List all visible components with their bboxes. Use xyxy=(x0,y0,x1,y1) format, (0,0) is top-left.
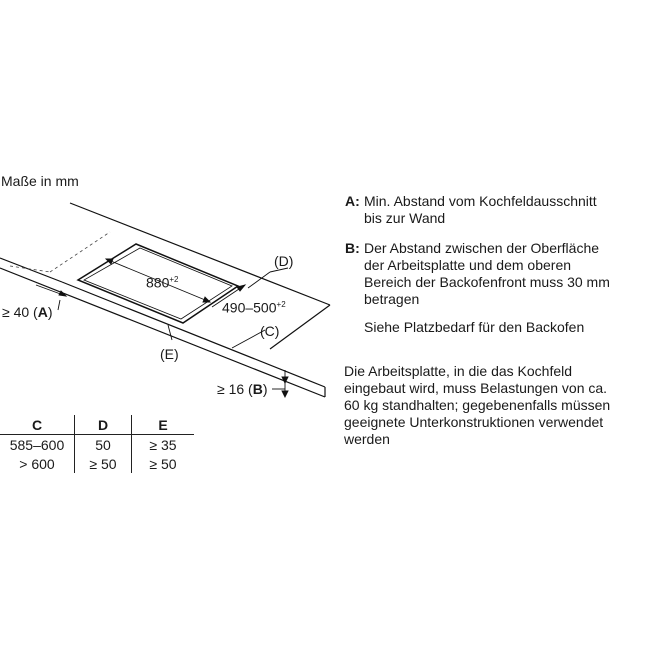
label-e: (E) xyxy=(160,346,179,362)
label-a-prefix: ≥ 40 ( xyxy=(2,304,38,320)
label-d: (D) xyxy=(274,253,294,269)
header-c: C xyxy=(31,416,43,433)
table-row xyxy=(0,454,194,473)
width-arrow-right xyxy=(203,297,210,302)
label-a xyxy=(2,304,53,321)
dimensions-table xyxy=(0,415,194,473)
e-dimension-line xyxy=(168,325,172,340)
header-e: E xyxy=(132,415,195,435)
cell-e: ≥ 35 xyxy=(132,435,195,455)
label-b-prefix: ≥ 16 ( xyxy=(217,381,253,397)
oven-note: Siehe Platzbedarf für den Backofen xyxy=(364,319,585,335)
table-row xyxy=(0,435,194,455)
note-b-text: Der Abstand zwischen der Oberfläche der Arbeitsplatte und dem oberen Bereich der Backofenfront muss 30 mm betragen xyxy=(364,240,610,307)
note-b xyxy=(345,240,645,310)
cell-c: > 600 xyxy=(19,455,55,472)
wall-reference-line-2 xyxy=(10,266,50,272)
label-c: (C) xyxy=(260,323,280,339)
width-label xyxy=(146,271,178,292)
cell-e: ≥ 50 xyxy=(132,454,195,473)
width-tolerance: +2 xyxy=(169,275,179,284)
a-leader xyxy=(58,300,60,310)
cell-c: 585–600 xyxy=(0,435,75,455)
b-arrow-bottom xyxy=(282,391,288,397)
label-b-key: B xyxy=(252,381,263,397)
note-a-text: Min. Abstand vom Kochfeldausschnitt bis zur Wand xyxy=(364,193,597,226)
depth-label xyxy=(222,296,286,317)
cell-d: ≥ 50 xyxy=(75,454,132,473)
note-b-key: B: xyxy=(345,240,360,256)
table-header-row xyxy=(0,415,194,435)
note-a xyxy=(345,193,645,229)
note-a-key: A: xyxy=(345,193,360,209)
label-a-suffix: ) xyxy=(47,304,53,320)
units-caption: Maße in mm xyxy=(1,173,79,189)
label-b-suffix: ) xyxy=(262,381,268,397)
width-value: 880 xyxy=(146,274,170,291)
depth-value: 490–500 xyxy=(222,299,277,316)
worktop-front-left-edge xyxy=(0,258,62,282)
header-d: D xyxy=(75,415,132,435)
label-a-key: A xyxy=(37,304,48,320)
cell-d: 50 xyxy=(75,435,132,455)
depth-tolerance: +2 xyxy=(276,300,286,309)
load-note: Die Arbeitsplatte, in die das Kochfeld eingebaut wird, muss Belastungen von ca. 60 kg standhalten; gegebenenfalls müssen geeignete Unterkonstruktionen verwendet werden xyxy=(344,363,611,447)
label-b xyxy=(217,381,268,398)
